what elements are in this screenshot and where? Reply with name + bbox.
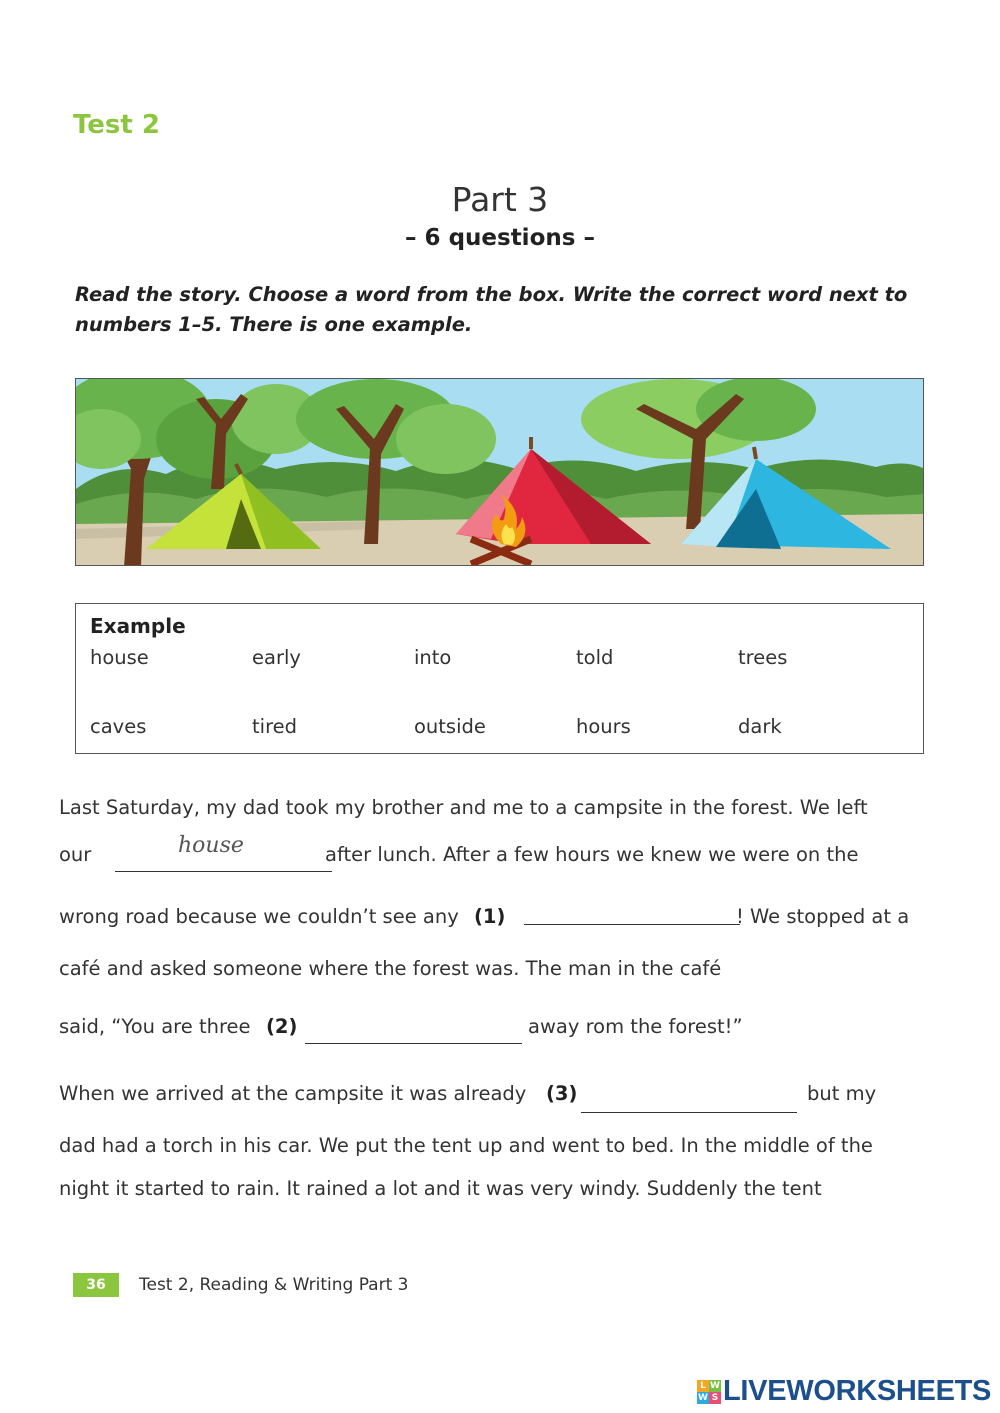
liveworksheets-icon: L W W S — [698, 1380, 720, 1403]
example-blank — [115, 871, 332, 872]
word-option: dark — [738, 715, 782, 738]
word-option: hours — [576, 715, 631, 738]
liveworksheets-brand: LIVEWORKSHEETS — [723, 1375, 992, 1407]
word-option: caves — [90, 715, 147, 738]
story-line: Last Saturday, my dad took my brother and me to a campsite in the forest. We left — [59, 796, 868, 819]
campsite-illustration — [75, 378, 924, 566]
answer-blank-3[interactable] — [581, 1112, 797, 1113]
question-number-3: (3) — [546, 1082, 578, 1105]
story-line: our — [59, 843, 92, 866]
example-answer: house — [178, 833, 244, 858]
word-option: told — [576, 646, 614, 669]
footer-text: Test 2, Reading & Writing Part 3 — [139, 1275, 409, 1295]
word-option: tired — [252, 715, 298, 738]
question-number-2: (2) — [266, 1015, 298, 1038]
part-title: Part 3 — [451, 180, 549, 219]
question-number-1: (1) — [474, 905, 506, 928]
word-option: early — [252, 646, 301, 669]
instructions: Read the story. Choose a word from the box. Write the correct word next to numbers 1–5. There is one example. — [75, 283, 908, 336]
word-box — [75, 603, 924, 754]
answer-blank-1[interactable] — [524, 924, 740, 925]
word-option: house — [90, 646, 149, 669]
story-line: said, “You are three — [59, 1015, 251, 1038]
story-line: after lunch. After a few hours we knew we were on the — [325, 843, 859, 866]
story-line: When we arrived at the campsite it was already — [59, 1082, 527, 1105]
story-line: away rom the forest!” — [528, 1015, 743, 1038]
word-option: trees — [738, 646, 788, 669]
page-number: 36 — [73, 1273, 119, 1297]
word-option: outside — [414, 715, 486, 738]
answer-blank-2[interactable] — [305, 1043, 522, 1044]
example-label: Example — [90, 614, 186, 638]
story-line: night it started to rain. It rained a lot and it was very windy. Suddenly the tent — [59, 1177, 822, 1200]
questions-count: – 6 questions – — [405, 225, 595, 251]
liveworksheets-logo[interactable] — [697, 1375, 991, 1408]
story-line: but my — [807, 1082, 877, 1105]
story-line: dad had a torch in his car. We put the tent up and went to bed. In the middle of the — [59, 1134, 873, 1157]
word-option: into — [414, 646, 452, 669]
story-line: wrong road because we couldn’t see any — [59, 905, 459, 928]
story-line: ! We stopped at a — [736, 905, 910, 928]
story-line: café and asked someone where the forest was. The man in the café — [59, 957, 722, 980]
test-title: Test 2 — [73, 110, 160, 140]
